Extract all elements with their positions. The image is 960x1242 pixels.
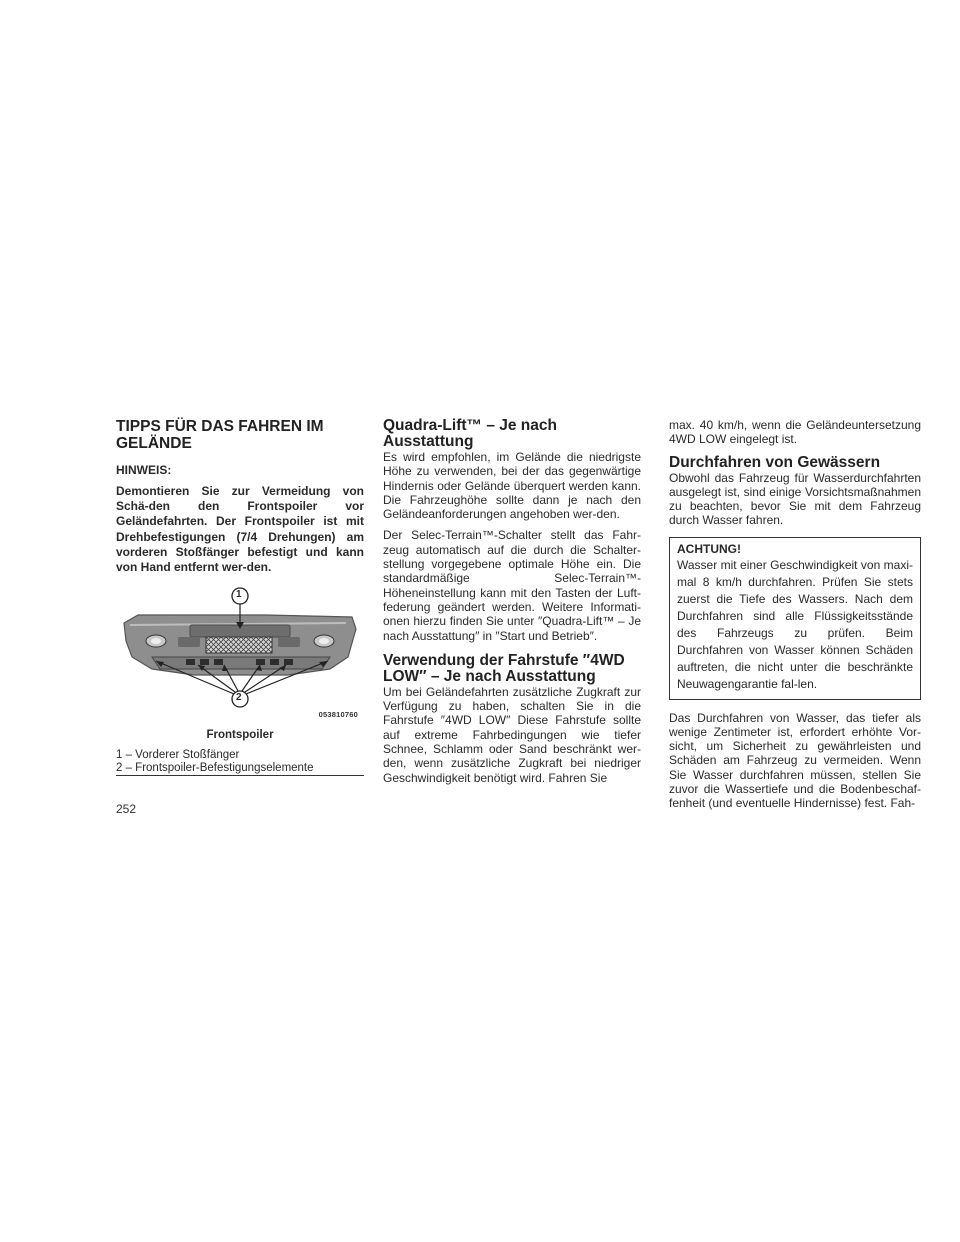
column-middle <box>383 418 641 792</box>
section-heading-offroad: TIPPS FÜR DAS FAHREN IM GELÄNDE <box>116 418 324 452</box>
column-left <box>116 418 364 776</box>
paragraph: Der Selec-Terrain™-Schalter stellt das Fahr-zeug automatisch auf die durch die Schalter-stellung vorgegebene optimale Höhe ein. Die standardmäßige Selec-Terrain™-Höheneinstellung kann mit den Tasten der Luft-federung geändert werden. Weitere Informati-onen hierzu finden Sie unter ″Quadra-Lift™ – Je nach Ausstattung″ in ″Start und Betrieb″. <box>383 528 641 643</box>
figure-code: 053810760 <box>318 710 358 720</box>
column-right <box>669 418 921 818</box>
callout-1: 1 <box>236 589 242 601</box>
section-heading-water: Durchfahren von Gewässern <box>669 453 881 471</box>
paragraph: max. 40 km/h, wenn die Geländeuntersetzung 4WD LOW eingelegt ist. <box>669 418 921 447</box>
legend-item: 2 – Frontspoiler-Befestigungselemente <box>116 761 314 774</box>
note-text: Demontieren Sie zur Vermeidung von Schä-den den Frontspoiler vor Geländefahrten. Der Frontspoiler ist mit Drehbefestigungen (7/4 Drehungen) am vorderen Stoßfänger befestigt und kann von Hand entfernt wer-den. <box>116 484 364 575</box>
warning-text: Wasser mit einer Geschwindigkeit von maxi-mal 8 km/h durchfahren. Prüfen Sie stets zuerst die Tiefe des Wassers. Nach dem Durchfahren sind alle Flüssigkeitsstände des Fahrzeugs zu prüfen. Beim Durchfahren von Wasser können Schäden auftreten, die nicht unter die beschränkte Neuwagengarantie fal-len. <box>677 557 913 692</box>
figure-caption: Frontspoiler <box>206 729 274 742</box>
front-spoiler-figure <box>116 587 362 727</box>
note-label: HINWEIS: <box>116 463 172 477</box>
legend-item: 1 – Vorderer Stoßfänger <box>116 749 240 762</box>
callout-2: 2 <box>236 692 242 704</box>
paragraph: Obwohl das Fahrzeug für Wasserdurchfahrten ausgelegt ist, sind einige Vorsichtsmaßnahmen zu beachten, bevor Sie mit dem Fahrzeug durch Wasser fahren. <box>669 470 921 528</box>
paragraph: Es wird empfohlen, im Gelände die niedrigste Höhe zu verwenden, bei der das gegenwärtige Hindernis oder Gelände überquert werden kann. Die Fahrzeughöhe sollte dann je nach den Geländeanforderungen angehoben wer-den. <box>383 450 641 522</box>
section-heading-4wd-low: Verwendung der Fahrstufe ″4WD LOW″ – Je nach Ausstattung <box>383 651 625 685</box>
section-heading-quadra-lift: Quadra-Lift™ – Je nach Ausstattung <box>383 417 557 450</box>
page-number: 252 <box>116 802 137 816</box>
paragraph: Um bei Geländefahrten zusätzliche Zugkraft zur Verfügung zu haben, schalten Sie in die Fahrstufe ″4WD LOW″ Diese Fahrstufe sollte auf extreme Fahrbedingungen wie tiefer Schnee, Schlamm oder Sand beschränkt wer-den, wenn zusätzliche Zugkraft bei niedriger Geschwindigkeit benötigt wird. Fahren Sie <box>383 684 641 785</box>
warning-title: ACHTUNG! <box>677 541 741 556</box>
bumper-illustration <box>116 587 362 727</box>
figure-legend <box>116 749 364 776</box>
paragraph: Das Durchfahren von Wasser, das tiefer als wenige Zentimeter ist, erfordert erhöhte Vor-sicht, um Sicherheit zu gewährleisten und Schäden am Fahrzeug zu vermeiden. Wenn Sie Wasser durchfahren müssen, stellen Sie zuvor die Wassertiefe und die Bodenbeschaf-fenheit (und eventuelle Hindernisse) fest. Fah- <box>669 710 921 811</box>
warning-box <box>669 537 921 700</box>
